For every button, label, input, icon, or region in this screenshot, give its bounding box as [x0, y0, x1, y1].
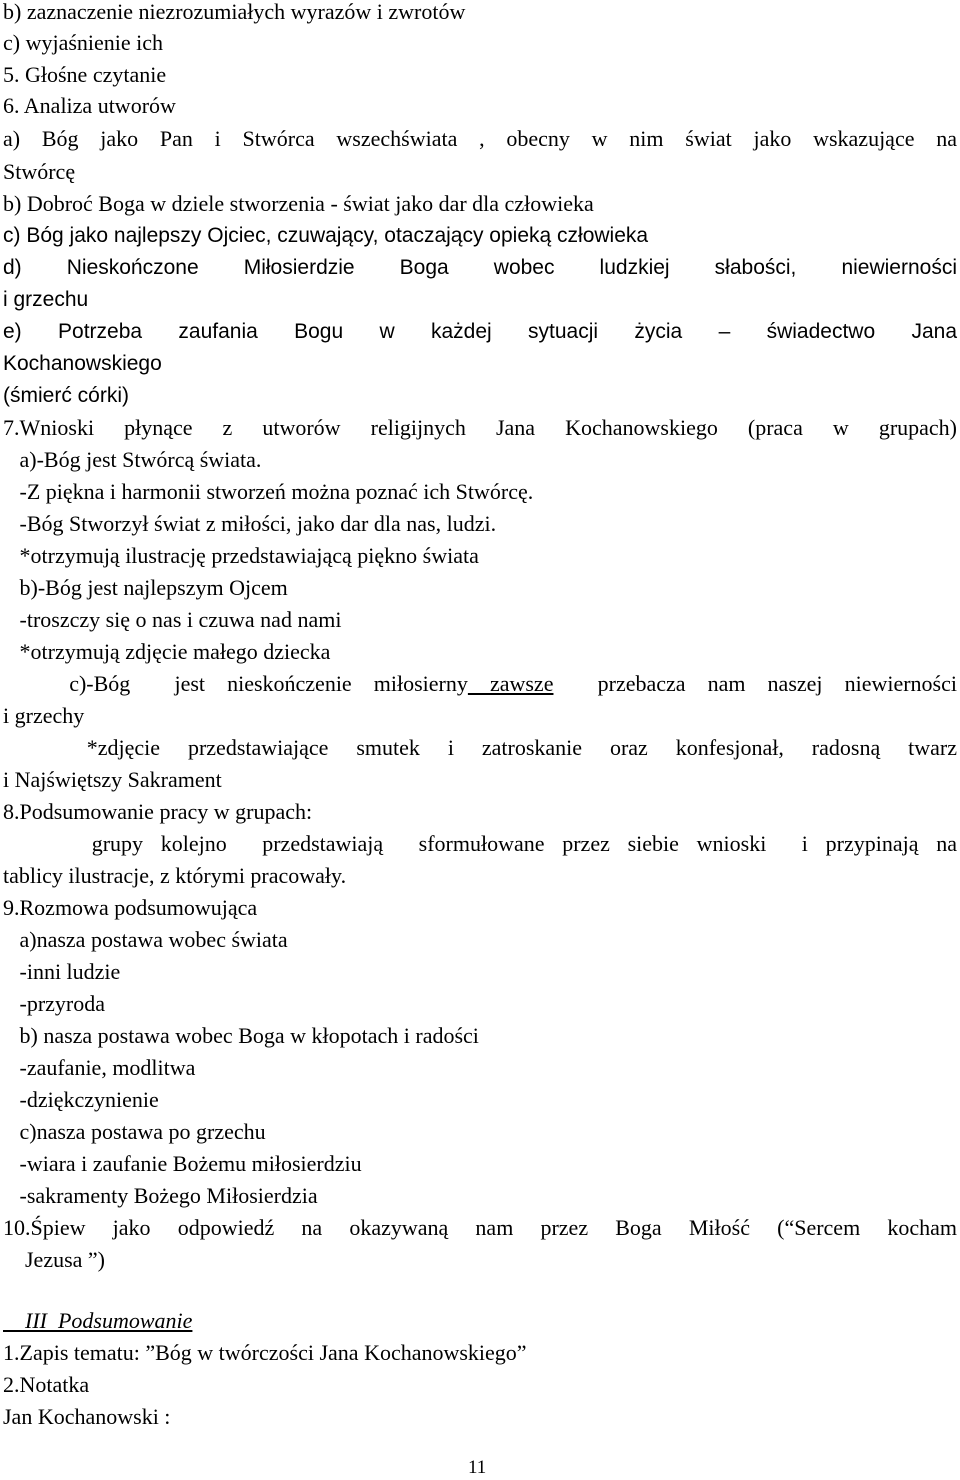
text-line: 5. Głośne czytanie [3, 62, 167, 87]
text-line: 1.Zapis tematu: ”Bóg w twórczości Jana Kochanowskiego” [3, 1340, 527, 1365]
text-line: tablicy ilustracje, z którymi pracowały. [3, 863, 347, 888]
section-heading: III Podsumowanie [3, 1308, 193, 1333]
text-segment: przebacza nam naszej niewierności [553, 671, 958, 696]
text-line: *otrzymują zdjęcie małego dziecka [3, 639, 331, 664]
text-line: 6. Analiza utworów [3, 93, 176, 118]
text-line: Jan Kochanowski : [3, 1404, 171, 1429]
underlined-word: zawsze [467, 671, 554, 696]
text-line: 10.Śpiew jako odpowiedź na okazywaną nam przez Boga Miłość (“Sercem kocham [3, 1215, 957, 1240]
text-line: 8.Podsumowanie pracy w grupach: [3, 799, 313, 824]
text-line: -inni ludzie [3, 959, 121, 984]
text-line: c) wyjaśnienie ich [3, 30, 164, 55]
text-line: b) zaznaczenie niezrozumiałych wyrazów i zwrotów [3, 0, 466, 24]
text-segment: c)-Bóg jest nieskończenie miłosierny [3, 671, 468, 696]
text-line: -sakramenty Bożego Miłosierdzia [3, 1183, 318, 1208]
text-line: a)-Bóg jest Stwórcą świata. [3, 447, 262, 472]
text-line: i Najświętszy Sakrament [3, 767, 222, 792]
text-line: b) Dobroć Boga w dziele stworzenia - świat jako dar dla człowieka [3, 191, 594, 216]
text-line: Kochanowskiego [3, 352, 162, 375]
text-line: b) nasza postawa wobec Boga w kłopotach i radości [3, 1023, 479, 1048]
text-line: -Z piękna i harmonii stworzeń można poznać ich Stwórcę. [3, 479, 534, 504]
text-line: *otrzymują ilustrację przedstawiającą piękno świata [3, 543, 479, 568]
text-line: -troszczy się o nas i czuwa nad nami [3, 607, 342, 632]
text-line: grupy kolejno przedstawiają sformułowane przez siebie wnioski i przypinają na [3, 831, 957, 856]
text-line: 9.Rozmowa podsumowująca [3, 895, 258, 920]
text-line: -Bóg Stworzył świat z miłości, jako dar dla nas, ludzi. [3, 511, 497, 536]
text-line: b)-Bóg jest najlepszym Ojcem [3, 575, 288, 600]
text-line: c) Bóg jako najlepszy Ojciec, czuwający, otaczający opieką człowieka [3, 224, 649, 247]
text-line: e) Potrzeba zaufania Bogu w każdej sytuacji życia – świadectwo Jana [3, 320, 957, 343]
text-line: -zaufanie, modlitwa [3, 1055, 196, 1080]
text-line: (śmierć córki) [3, 384, 129, 407]
text-line: Stwórcę [3, 159, 76, 184]
page-number: 11 [468, 1457, 487, 1478]
text-line: -dziękczynienie [3, 1087, 159, 1112]
text-line: 7.Wnioski płynące z utworów religijnych Jana Kochanowskiego (praca w grupach) [3, 415, 957, 440]
text-line: Jezusa ”) [3, 1247, 106, 1272]
text-line: i grzechy [3, 703, 85, 728]
text-line: 2.Notatka [3, 1372, 90, 1397]
text-line: c)nasza postawa po grzechu [3, 1119, 266, 1144]
text-line: i grzechu [3, 288, 89, 311]
text-line [3, 669, 957, 699]
text-line: -wiara i zaufanie Bożemu miłosierdziu [3, 1151, 362, 1176]
text-line: d) Nieskończone Miłosierdzie Boga wobec ludzkiej słabości, niewierności [3, 256, 957, 279]
text-line: -przyroda [3, 991, 106, 1016]
text-line: a)nasza postawa wobec świata [3, 927, 288, 952]
text-line: *zdjęcie przedstawiające smutek i zatroskanie oraz konfesjonał, radosną twarz [3, 735, 957, 760]
text-line: a) Bóg jako Pan i Stwórca wszechświata , obecny w nim świat jako wskazujące na [3, 126, 957, 151]
